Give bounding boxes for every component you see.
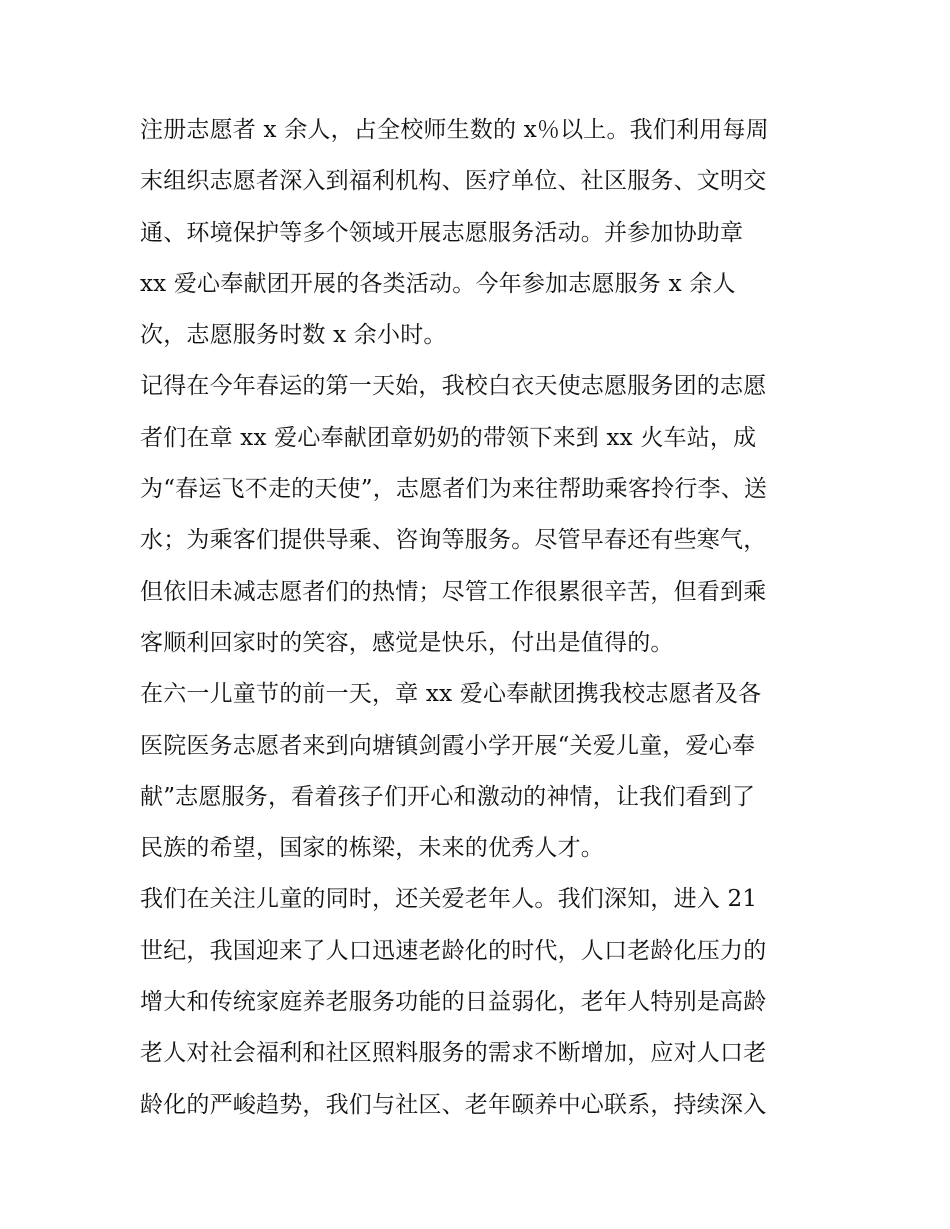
text-line: 注册志愿者 x 余人，占全校师生数的 x％以上。我们利用每周	[140, 117, 769, 143]
text-line: 我们在关注儿童的同时，还关爱老年人。我们深知，进入 21	[140, 886, 758, 913]
body-text	[140, 105, 830, 1131]
text-line: 献”志愿服务，看着孩子们开心和激动的神情，让我们看到了	[140, 783, 756, 810]
text-line: 老人对社会福利和社区照料服务的需求不断增加，应对人口老	[140, 1040, 767, 1067]
text-line: 增大和传统家庭养老服务功能的日益弱化，老年人特别是高龄	[140, 989, 767, 1016]
text-line: 为“春运飞不走的天使”，志愿者们为来往帮助乘客拎行李、送	[140, 476, 768, 503]
text-line: 但依旧未减志愿者们的热情；尽管工作很累很辛苦，但看到乘	[140, 578, 767, 605]
text-line: 次，志愿服务时数 x 余小时。	[140, 322, 447, 349]
text-line: 世纪，我国迎来了人口迅速老龄化的时代，人口老龄化压力的	[140, 937, 767, 964]
text-line: 通、环境保护等多个领域开展志愿服务活动。并参加协助章	[140, 219, 744, 246]
text-line: 客顺利回家时的笑容，感觉是快乐，付出是值得的。	[140, 629, 674, 656]
text-line: xx 爱心奉献团开展的各类活动。今年参加志愿服务 x 余人	[140, 270, 736, 297]
text-line: 医院医务志愿者来到向塘镇剑霞小学开展“关爱儿童，爱心奉	[140, 732, 756, 759]
text-line: 末组织志愿者深入到福利机构、医疗单位、社区服务、文明交	[140, 168, 767, 195]
text-line: 民族的希望，国家的栋梁，未来的优秀人才。	[140, 835, 604, 862]
text-line: 龄化的严峻趋势，我们与社区、老年颐养中心联系，持续深入	[140, 1091, 767, 1118]
text-line: 记得在今年春运的第一天始，我校白衣天使志愿服务团的志愿	[140, 373, 767, 400]
text-line: 在六一儿童节的前一天，章 xx 爱心奉献团携我校志愿者及各	[140, 681, 762, 708]
text-line: 者们在章 xx 爱心奉献团章奶奶的带领下来到 xx 火车站，成	[140, 424, 757, 451]
text-line: 水；为乘客们提供导乘、咨询等服务。尽管早春还有些寒气，	[140, 527, 767, 554]
